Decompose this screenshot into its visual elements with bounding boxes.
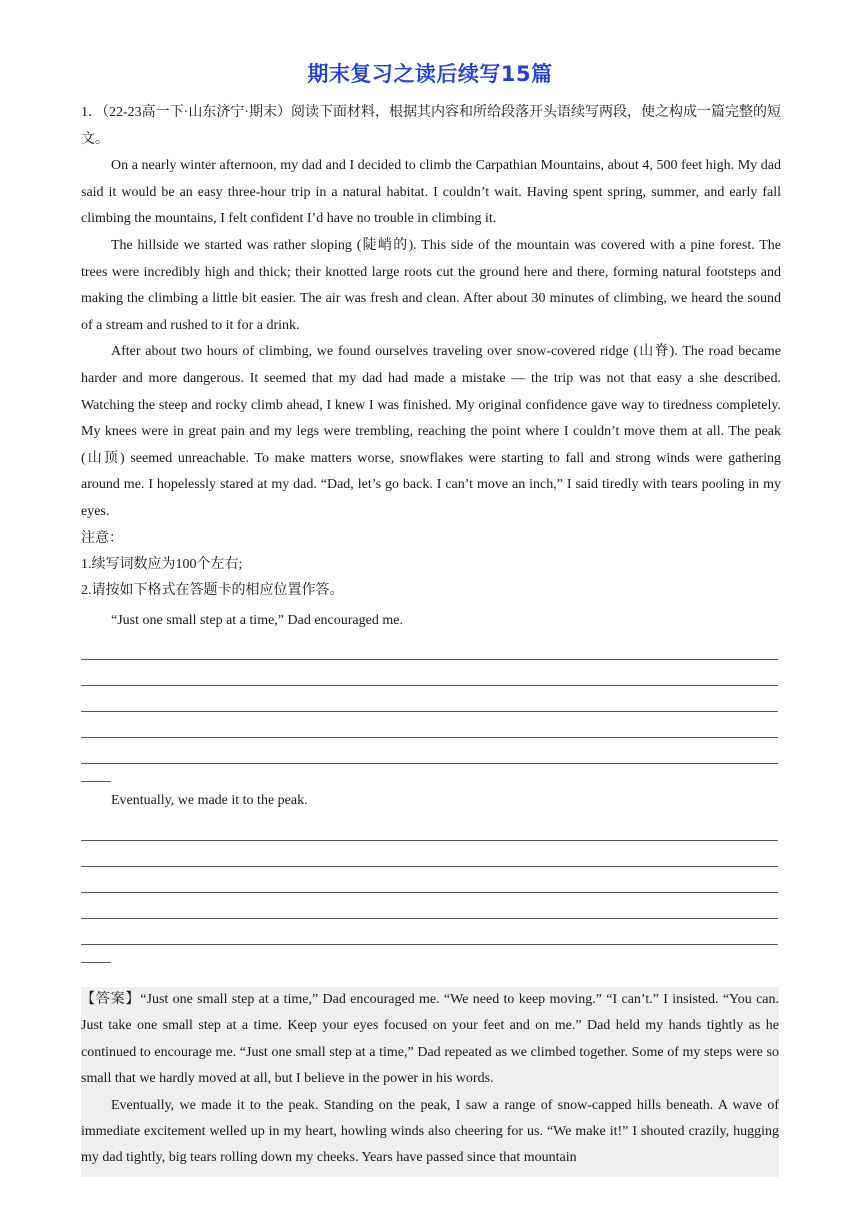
answer-lines-1 bbox=[81, 634, 781, 783]
writing-line bbox=[81, 634, 778, 660]
question-block bbox=[81, 100, 781, 969]
continuation-prompt-1: “Just one small step at a time,” Dad encouraged me. bbox=[111, 612, 403, 628]
page-title: 期末复习之读后续写15篇 bbox=[307, 62, 553, 86]
writing-line bbox=[81, 919, 778, 945]
answer-paragraph-2: Eventually, we made it to the peak. Standing on the peak, I saw a range of snow-capped hills beneath. A wave of immediate excitement welled up in my heart, howling winds also cheering for us. “We make it!” I shouted crazily, hugging my dad tightly, big tears rolling down my cheeks. Years have passed since that mountain bbox=[81, 1097, 779, 1166]
question-number: 1． bbox=[81, 105, 103, 120]
notes-heading: 注意： bbox=[81, 530, 123, 546]
writing-line bbox=[81, 660, 778, 686]
writing-line bbox=[81, 841, 778, 867]
continuation-prompt-2: Eventually, we made it to the peak. bbox=[111, 793, 308, 809]
writing-line bbox=[81, 712, 778, 738]
note-2: 2.请按如下格式在答题卡的相应位置作答。 bbox=[81, 582, 344, 598]
answer-box bbox=[81, 987, 779, 1177]
writing-line bbox=[81, 738, 778, 764]
question-intro: 1．（22-23高一下·山东济宁·期末）阅读下面材料，根据其内容和所给段落开头语续写两段，使之构成一篇完整的短文。 bbox=[81, 105, 782, 147]
answer-lines-2 bbox=[81, 814, 781, 963]
writing-line bbox=[81, 867, 778, 893]
passage-paragraph-1: On a nearly winter afternoon, my dad and I decided to climb the Carpathian Mountains, about 4, 500 feet high. My dad said it would be an easy three-hour trip in a natural habitat. I couldn’t wait. Having spent spring, summer, and early fall climbing the mountains, I felt confident I’d have no trouble in climbing it. bbox=[81, 158, 781, 227]
writing-line bbox=[81, 893, 778, 919]
passage-paragraph-2: The hillside we started was rather sloping (陡峭的). This side of the mountain was covered with a pine forest. The trees were incredibly high and thick; their knotted large roots cut the ground here and there, forming natural footsteps and making the climbing a little bit easier. The air was fresh and clean. After about 30 minutes of climbing, we heard the sound of a stream and rushed to it for a drink. bbox=[81, 237, 781, 333]
answer-label: 【答案】 bbox=[81, 992, 141, 1007]
writing-line-end bbox=[81, 764, 111, 782]
writing-line bbox=[81, 814, 778, 840]
note-1: 1.续写词数应为100个左右; bbox=[81, 556, 243, 572]
passage-paragraph-3: After about two hours of climbing, we found ourselves traveling over snow-covered ridge (山脊). The road became harder and more dangerous. It seemed that my dad had made a mistake — the trip was not that easy a she described. Watching the steep and rocky climb ahead, I knew I was finished. My original confidence gave way to tiredness completely. My knees were in great pain and my legs were trembling, reaching the point where I couldn’t move them at all. The peak (山顶) seemed unreachable. To make matters worse, snowflakes were starting to fall and strong winds were gathering around me. I hopelessly stared at my dad. “Dad, let’s go back. I can’t move an inch,” I said tiredly with tears pooling in my eyes. bbox=[81, 344, 781, 519]
writing-line-end bbox=[81, 945, 111, 963]
writing-line bbox=[81, 686, 778, 712]
answer-paragraph-1: 【答案】“Just one small step at a time,” Dad encouraged me. “We need to keep moving.” “I can’t.” I insisted. “You can. Just take one small step at a time. Keep your eyes focused on your feet and on me.” Dad held my hands tightly as he continued to encourage me. “Just one small step at a time,” Dad repeated as we climbed together. Some of my steps were so small that we hardly moved at all, but I believe in the power in his words. bbox=[81, 992, 779, 1087]
